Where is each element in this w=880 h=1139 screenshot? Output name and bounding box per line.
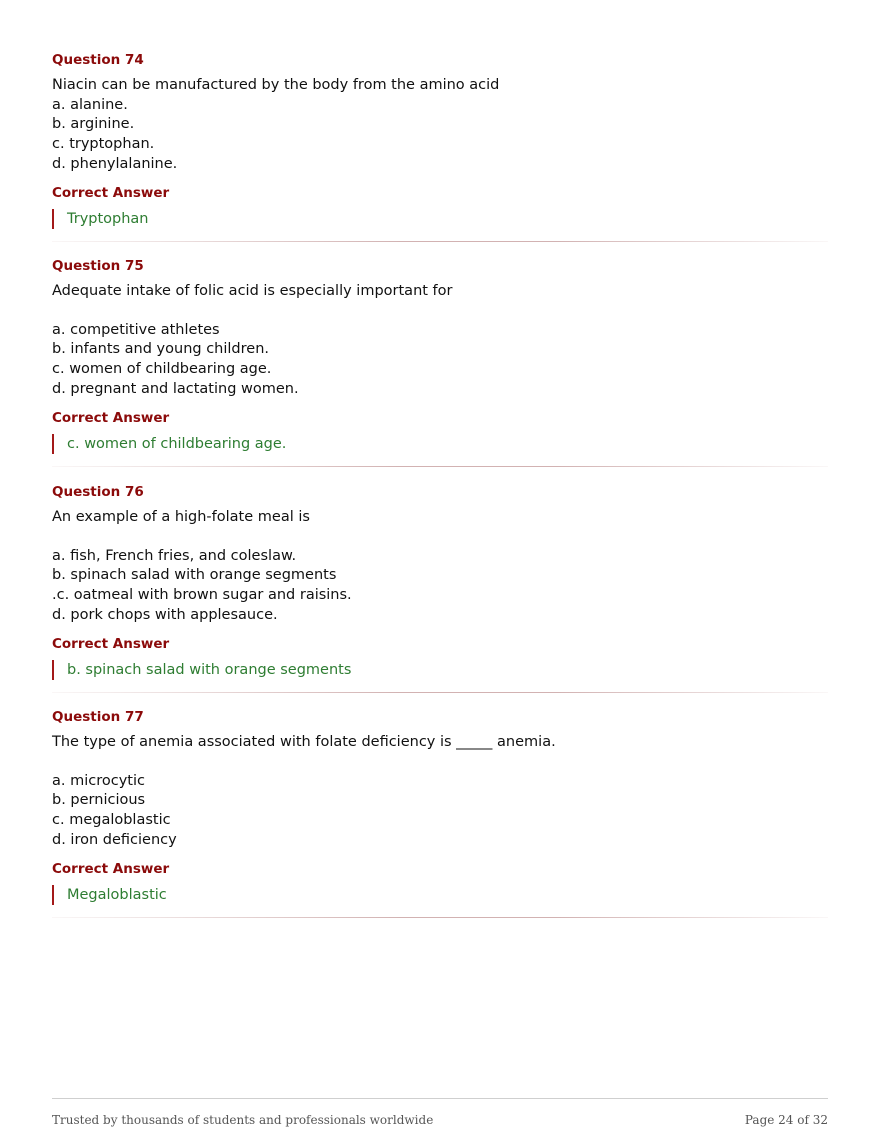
question-title: Question 75 [52, 258, 144, 274]
option-item: a. microcytic [52, 772, 145, 789]
correct-answer-label: Correct Answer [52, 409, 170, 426]
answer-options [52, 772, 828, 851]
page-footer [52, 1098, 828, 1127]
question-stem: Adequate intake of folic acid is especially important for [52, 283, 453, 299]
correct-answer-value: Tryptophan [52, 209, 828, 229]
question-stem: An example of a high-folate meal is [52, 509, 310, 525]
option-item: d. pork chops with applesauce. [52, 606, 278, 623]
correct-answer-label: Correct Answer [52, 635, 170, 652]
question-stem: Niacin can be manufactured by the body from the amino acid [52, 77, 500, 93]
correct-answer-value: c. women of childbearing age. [52, 434, 828, 454]
page-number: Page 24 of 32 [744, 1113, 828, 1127]
answer-options [52, 321, 828, 400]
option-item: c. megaloblastic [52, 812, 171, 829]
question-stem: The type of anemia associated with folate deficiency is _____ anemia. [52, 734, 556, 750]
option-item: c. tryptophan. [52, 136, 155, 153]
question-title: Question 77 [52, 709, 144, 725]
question-divider [52, 466, 828, 467]
option-item: a. fish, French fries, and coleslaw. [52, 547, 297, 564]
question-block [52, 52, 828, 242]
option-item: b. arginine. [52, 116, 135, 133]
question-divider [52, 692, 828, 693]
question-divider [52, 917, 828, 918]
option-item: b. infants and young children. [52, 341, 269, 358]
correct-answer-value: b. spinach salad with orange segments [52, 660, 828, 680]
footer-divider [52, 1098, 828, 1099]
stem-spacer [52, 528, 828, 547]
option-item: d. iron deficiency [52, 831, 177, 848]
option-item: d. phenylalanine. [52, 155, 178, 172]
option-item: b. spinach salad with orange segments [52, 567, 337, 584]
question-block [52, 258, 828, 467]
answer-options [52, 547, 828, 626]
option-item: b. pernicious [52, 792, 146, 809]
option-item: a. alanine. [52, 96, 128, 113]
footer-tagline: Trusted by thousands of students and professionals worldwide [52, 1113, 434, 1127]
stem-spacer [52, 302, 828, 321]
question-title: Question 76 [52, 484, 144, 500]
option-item: a. competitive athletes [52, 321, 220, 338]
question-block [52, 484, 828, 693]
answer-options [52, 96, 828, 175]
option-item: c. women of childbearing age. [52, 361, 272, 378]
question-title: Question 74 [52, 52, 144, 68]
question-divider [52, 241, 828, 242]
correct-answer-value: Megaloblastic [52, 885, 828, 905]
option-item: d. pregnant and lactating women. [52, 380, 299, 397]
correct-answer-label: Correct Answer [52, 184, 170, 201]
stem-spacer [52, 753, 828, 772]
question-block [52, 709, 828, 918]
footer-row [52, 1113, 828, 1127]
correct-answer-label: Correct Answer [52, 860, 170, 877]
option-item: .c. oatmeal with brown sugar and raisins. [52, 587, 352, 604]
